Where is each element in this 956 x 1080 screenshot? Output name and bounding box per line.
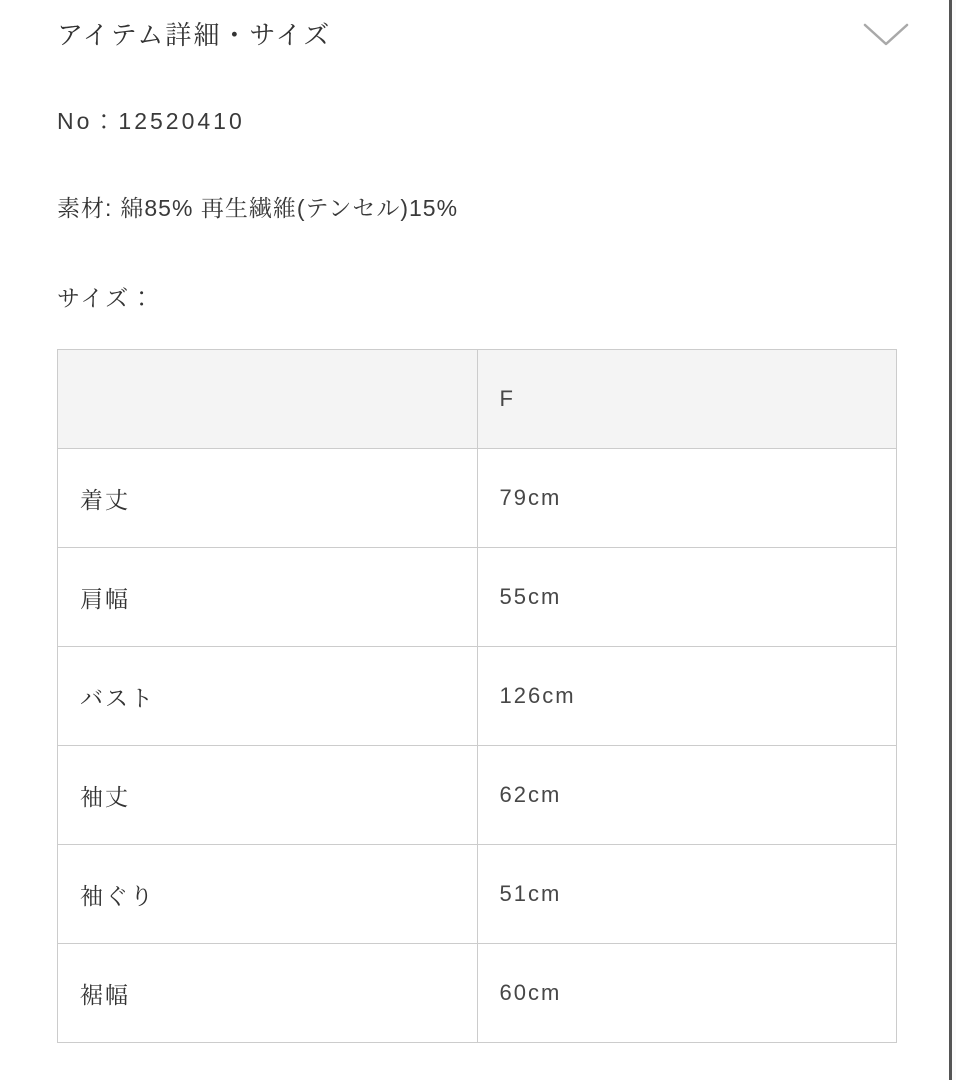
table-row [58,548,897,647]
section-title: アイテム詳細・サイズ [57,20,332,50]
measure-label: 肩幅 [80,585,130,612]
measure-value: 126cm [499,683,576,708]
table-row [58,746,897,845]
measure-value: 60cm [499,980,562,1005]
measure-label: 着丈 [80,486,130,513]
measure-label: 袖丈 [80,783,130,810]
table-row [58,845,897,944]
size-column-header-label: F [499,386,515,411]
table-row [58,449,897,548]
size-table [57,349,897,1043]
material-label: 素材: [57,195,113,221]
item-number-label: No： [57,108,119,134]
chevron-down-icon[interactable] [863,22,909,48]
item-number-line [57,107,897,135]
measure-value: 62cm [499,782,562,807]
size-column-header [477,350,897,449]
size-table-corner-cell [58,350,478,449]
size-label: サイズ： [57,285,156,311]
table-row [58,944,897,1043]
size-table-header-row [58,350,897,449]
section-header-accordion[interactable] [57,0,909,50]
measure-value: 55cm [499,584,562,609]
material-value: 綿85% 再生繊維(テンセル)15% [120,195,459,221]
item-number-value: 12520410 [118,108,245,134]
measure-label: 裾幅 [80,981,130,1008]
item-detail-content [57,0,897,1043]
right-edge-divider [949,0,952,1080]
measure-value: 79cm [499,485,562,510]
measure-label: 袖ぐり [80,882,155,909]
material-line [57,193,897,223]
measure-label: バスト [80,684,155,711]
right-edge-gutter [952,0,956,1080]
measure-value: 51cm [499,881,562,906]
table-row [58,647,897,746]
